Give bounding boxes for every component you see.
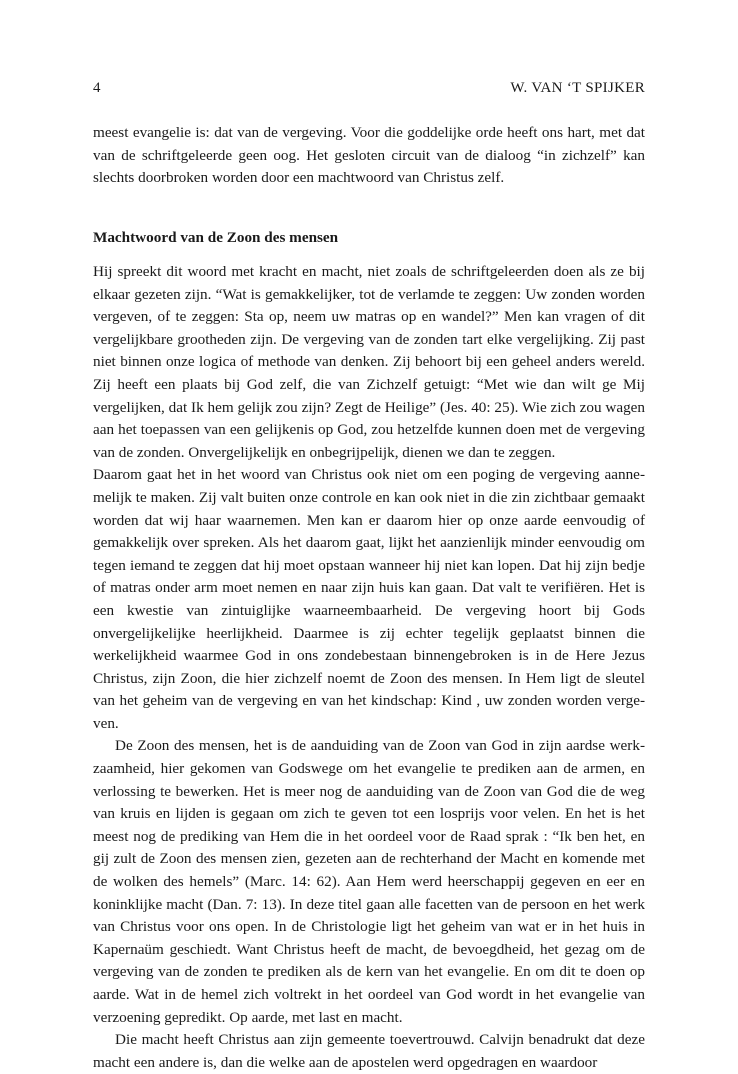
paragraph-3: De Zoon des mensen, het is de aanduiding van de Zoon van God in zijn aardse werkzaamheid, hier gekomen van Godswege om het evangelie te prediken aan de armen, en verlossing te bewerken. Het is meer nog de aanduiding van de Zoon van God die de weg van kruis en lijden is gegaan om zich te geven tot een losprijs voor velen. En het is het meest nog de prediking van Hem die in het oordeel voor de Raad sprak : “Ik ben het, en gij zult de Zoon des mensen zien, gezeten aan de rechterhand der Macht en komende met de wolken des hemels” (Marc. 14: 62). Aan Hem werd heerschappij gegeven en eer en koninklijke macht (Dan. 7: 13). In deze titel gaan alle facetten van de persoon en het werk van Christus voor ons open. In de Christologie ligt het geheim van wat er in het huis in Kapernaüm geschiedt. Want Christus heeft de macht, de bevoegdheid, het gezag om de vergeving van de zonden te prediken als de kern van het evangelie. En om dit te doen op aarde. Wat in de hemel zich voltrekt in het oordeel van God wordt in het evangelie van verzoening gepredikt. Op aarde, met last en macht. bbox=[93, 737, 645, 1026]
section-heading: Machtwoord van de Zoon des mensen bbox=[93, 229, 339, 246]
paragraph-1: Hij spreekt dit woord met kracht en macht, niet zoals de schriftgeleerden doen als ze bij elkaar gezeten zijn. “Wat is gemakkelijker, tot de verlamde te zeggen: Uw zonden worden vergeven, of te zeggen: Sta op, neem uw matras op en wandel?” Men kan vragen of dit vergelijkbare grootheden zijn. De vergeving van de zonden tart elke vergelijking. Zij past niet binnen onze logica of methode van denken. Zij behoort bij een geheel anders wereld. Zij heeft een plaats bij God zelf, die van Zichzelf getuigt: “Met wie dan wilt ge Mij vergelijken, dat Ik hem gelijk zou zijn? Zegt de Heilige” (Jes. 40: 25). Wie zich zou wagen aan het toepassen van een gelijkenis op God, zou hetzelfde kunnen doen met de vergeving van de zonden. Onvergelijkelijk en onbegrijpelijk, dienen we dan te zeggen. bbox=[93, 263, 645, 461]
intro-paragraph: meest evangelie is: dat van de vergeving. Voor die goddelijke orde heeft ons hart, met dat van de schriftgeleerde geen oog. Het gesloten circuit van de dialoog “in zichzelf” kan slechts doorbroken worden door een machtwoord van Christus zelf. bbox=[93, 124, 645, 187]
page-number: 4 bbox=[93, 80, 101, 96]
section-body bbox=[93, 261, 645, 1074]
running-head-author: W. VAN ‘T SPIJKER bbox=[510, 80, 645, 96]
paragraph-4: Die macht heeft Christus aan zijn gemeente toevertrouwd. Calvijn benadrukt dat deze macht een andere is, dan die welke aan de apostelen werd opgedragen en waardoor bbox=[93, 1031, 645, 1071]
paragraph-2: Daarom gaat het in het woord van Christus ook niet om een poging de vergeving aannemelijk te maken. Zij valt buiten onze controle en kan ook niet in die zin zichtbaar gemaakt worden dat wij haar waarnemen. Men kan er daarom hier op onze aarde eenvoudig of gemakkelijk over spreken. Als het daarom gaat, lijkt het aanzienlijk minder eenvoudig om tegen iemand te zeggen dat hij moet opstaan wanneer hij niet kan lopen. Dat hij zijn bedje of matras onder arm moet nemen en naar zijn huis kan gaan. Dat valt te verifiëren. Het is een kwestie van zintuiglijke waarneembaarheid. De vergeving hoort bij Gods onvergelijkelijke heerlijkheid. Daarmee is zij echter tegelijk geplaatst binnen die werkelijkheid waarmee God in ons zondebestaan binnengebroken is in de Here Jezus Christus, zijn Zoon, die hier zichzelf noemt de Zoon des mensen. In Hem ligt de sleutel van het geheim van de vergeving en van het kindschap: Kind , uw zonden worden vergeven. bbox=[93, 466, 645, 732]
intro-text bbox=[93, 122, 645, 190]
